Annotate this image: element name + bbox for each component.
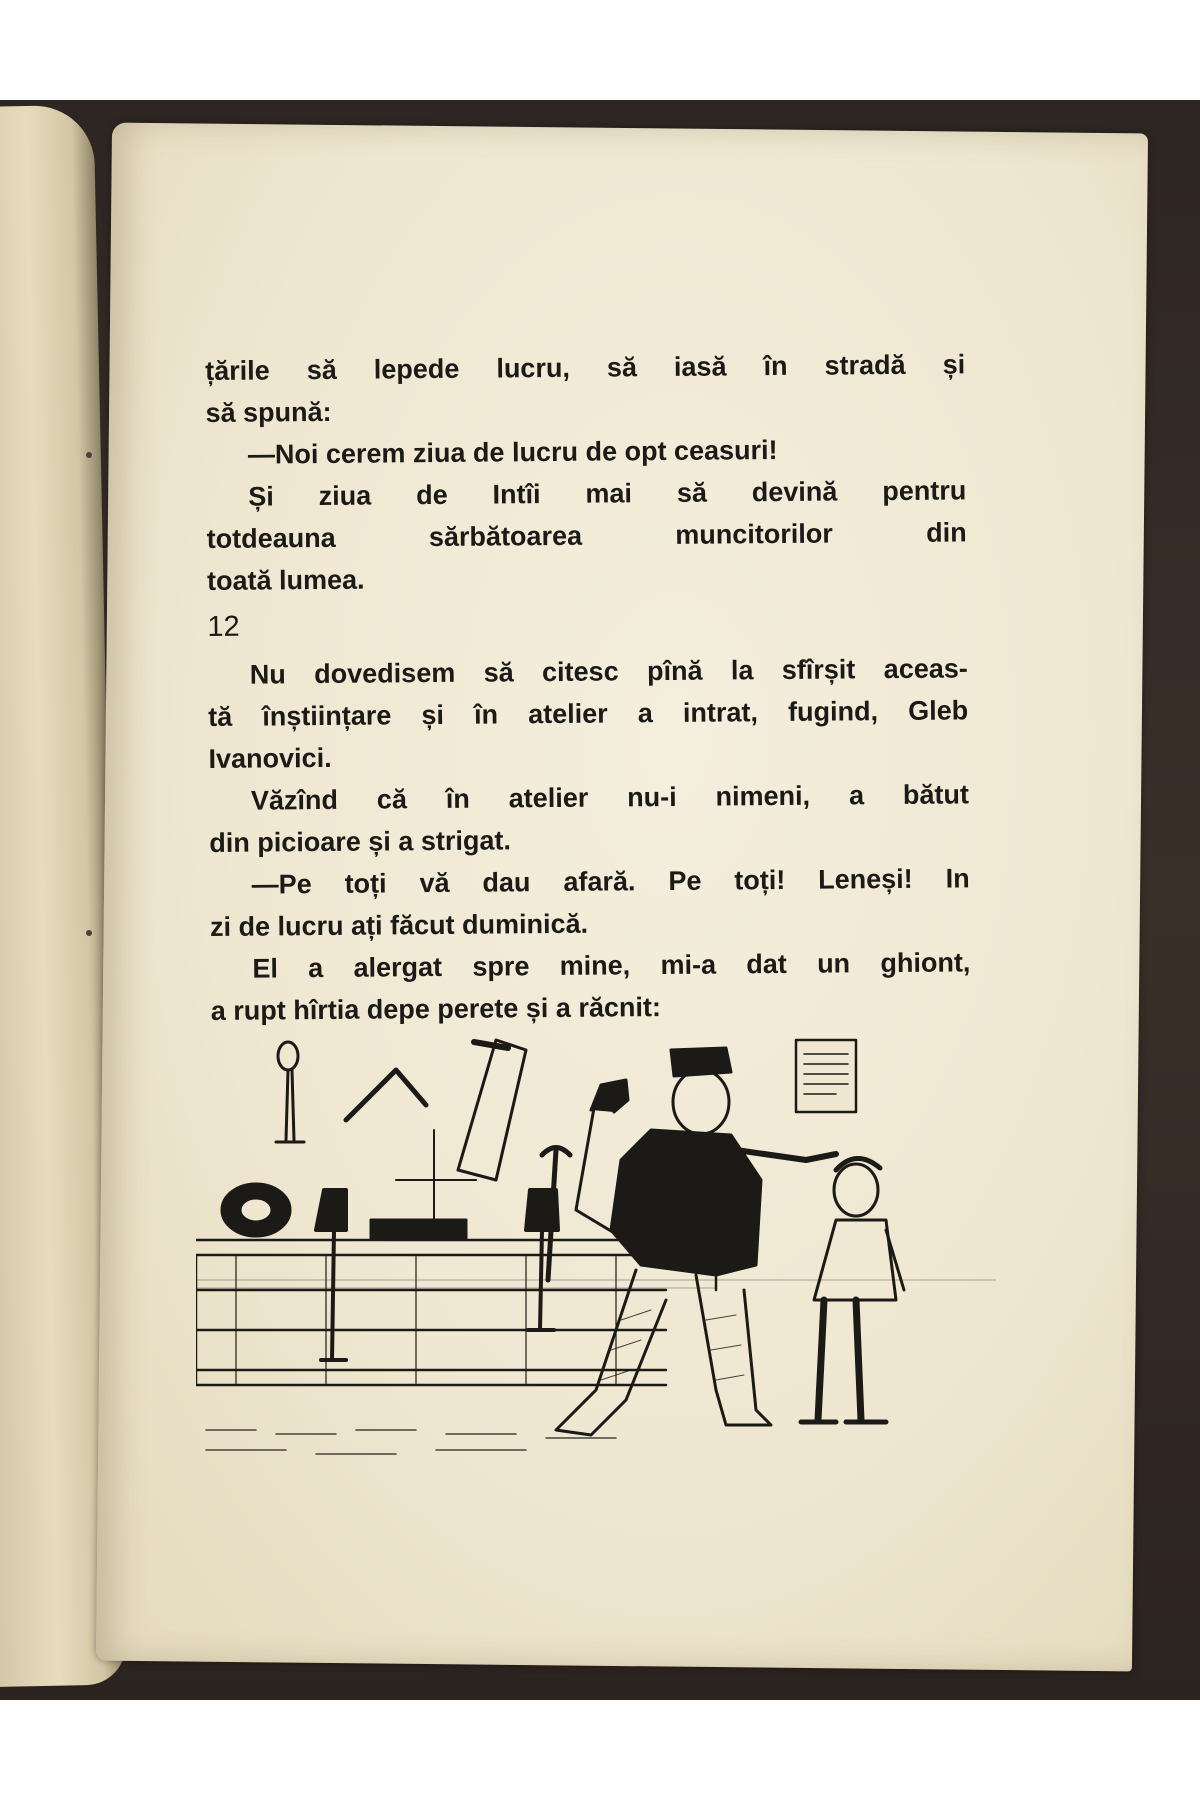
boy-figure: [801, 1158, 904, 1422]
text-line: Văzînd că în atelier nu-i nimeni, a bătut: [250, 779, 970, 816]
foreman-figure: [556, 1048, 836, 1435]
anvil-block-icon: [371, 1220, 466, 1238]
workshop-illustration: [196, 1030, 996, 1500]
hanging-hacksaw-icon: [458, 1040, 526, 1180]
text-line: zi de lucru ați făcut duminică.: [209, 908, 589, 942]
wall-hatching: [196, 1280, 996, 1288]
text-line: —Noi cerem ziua de lucru de opt ceasuri!: [247, 435, 778, 470]
gear-icon: [222, 1184, 290, 1236]
hanging-square-icon: [346, 1070, 426, 1120]
text-line: El a alergat spre mine, mi-a dat un ghiont,: [252, 947, 971, 984]
text-line: toată lumea.: [206, 564, 365, 596]
wall-notice: [796, 1040, 856, 1112]
text-line: să spună:: [205, 396, 332, 428]
text-line: din picioare și a strigat.: [209, 825, 512, 858]
text-line: Și ziua de Intîi mai să devină pentru: [248, 475, 967, 512]
binding-stitch: [86, 452, 92, 458]
text-line: totdeauna sărbătoarea muncitorilor din: [206, 517, 967, 554]
text-line: Nu dovedisem să citesc pînă la sfîrșit aceas-: [249, 653, 968, 690]
text-line: Ivanovici.: [208, 742, 332, 774]
hanging-pliers-icon: [276, 1042, 304, 1142]
text-line: țările să lepede lucru, să iasă în stradă și: [205, 349, 966, 386]
text-line: —Pe toți vă dau afară. Pe toți! Leneși! In: [251, 863, 970, 900]
chapter-number: 12: [207, 610, 240, 643]
compass-icon: [396, 1130, 476, 1220]
floor-lines: [206, 1430, 616, 1454]
bench-vise-icon: [316, 1190, 346, 1360]
binding-stitch: [86, 930, 92, 936]
text-line: tă înștiințare și în atelier a intrat, fugind, Gleb: [208, 695, 969, 732]
bench-vise-icon: [526, 1190, 558, 1330]
photo-background: [0, 100, 1200, 1700]
text-line: a rupt hîrtia depe perete și a răcnit:: [210, 992, 662, 1026]
page-text: [205, 343, 971, 1032]
